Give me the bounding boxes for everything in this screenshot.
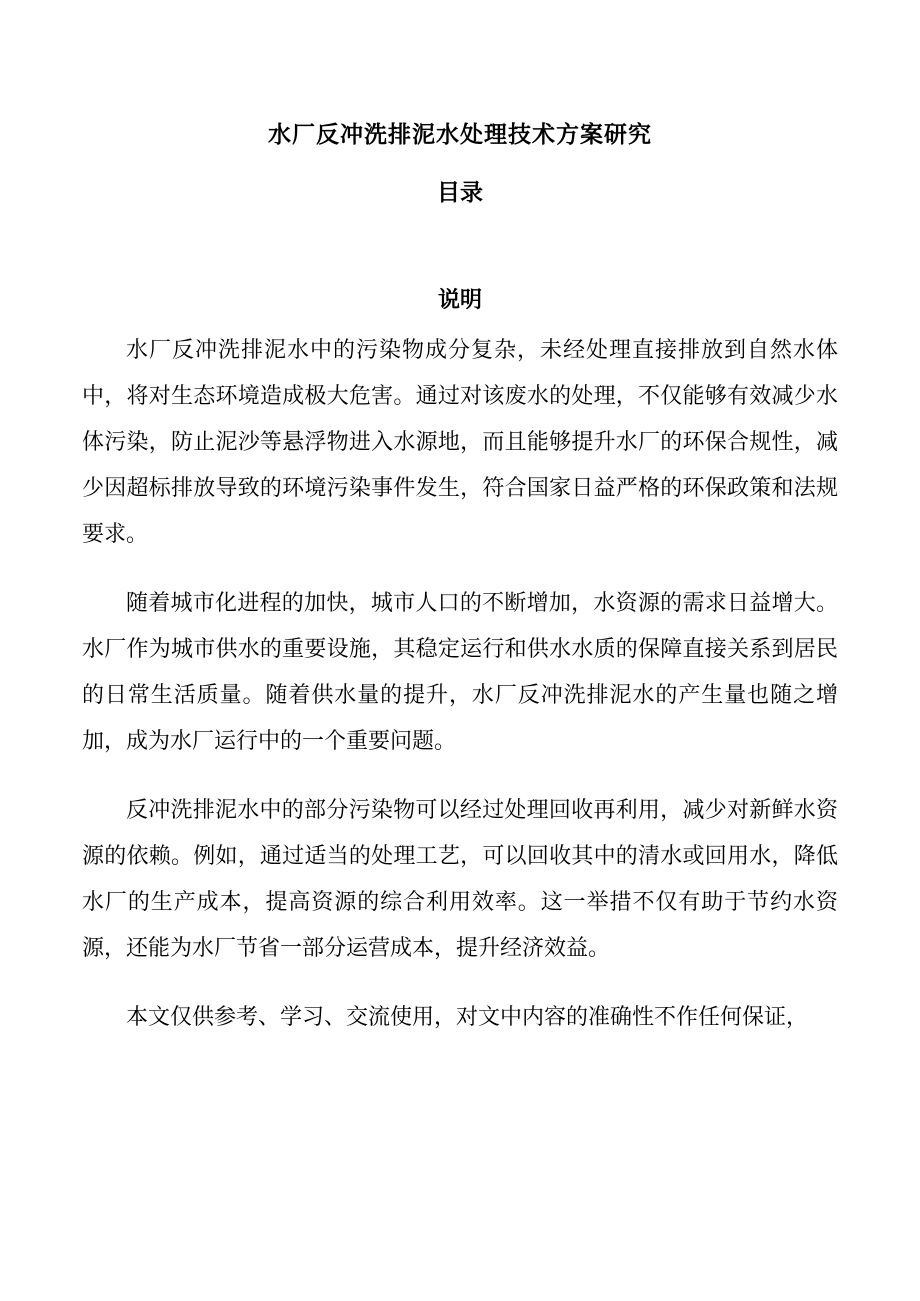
section-heading: 说明	[437, 287, 482, 313]
paragraph: 水厂反冲洗排泥水中的污染物成分复杂，未经处理直接排放到自然水体中，将对生态环境造成极大危害。通过对该废水的处理，不仅能够有效减少水体污染，防止泥沙等悬浮物进入水源地，而且能够提升水厂的环保合规性，减少因超标排放导致的环境污染事件发生，符合国家日益严格的环保政策和法规要求。	[82, 338, 838, 547]
paragraph: 反冲洗排泥水中的部分污染物可以经过处理回收再利用，减少对新鲜水资源的依赖。例如，通过适当的处理工艺，可以回收其中的清水或回用水，降低水厂的生产成本，提高资源的综合利用效率。这一举措不仅有助于节约水资源，还能为水厂节省一部分运营成本，提升经济效益。	[82, 798, 838, 961]
document-title: 水厂反冲洗排泥水处理技术方案研究	[268, 121, 652, 148]
paragraph: 随着城市化进程的加快，城市人口的不断增加，水资源的需求日益增大。水厂作为城市供水的重要设施，其稳定运行和供水水质的保障直接关系到居民的日常生活质量。随着供水量的提升，水厂反冲洗排泥水的产生量也随之增加，成为水厂运行中的一个重要问题。	[82, 591, 838, 754]
body-text	[82, 328, 838, 1064]
toc-heading: 目录	[437, 179, 483, 206]
paragraph: 本文仅供参考、学习、交流使用，对文中内容的准确性不作任何保证，	[126, 1005, 809, 1030]
